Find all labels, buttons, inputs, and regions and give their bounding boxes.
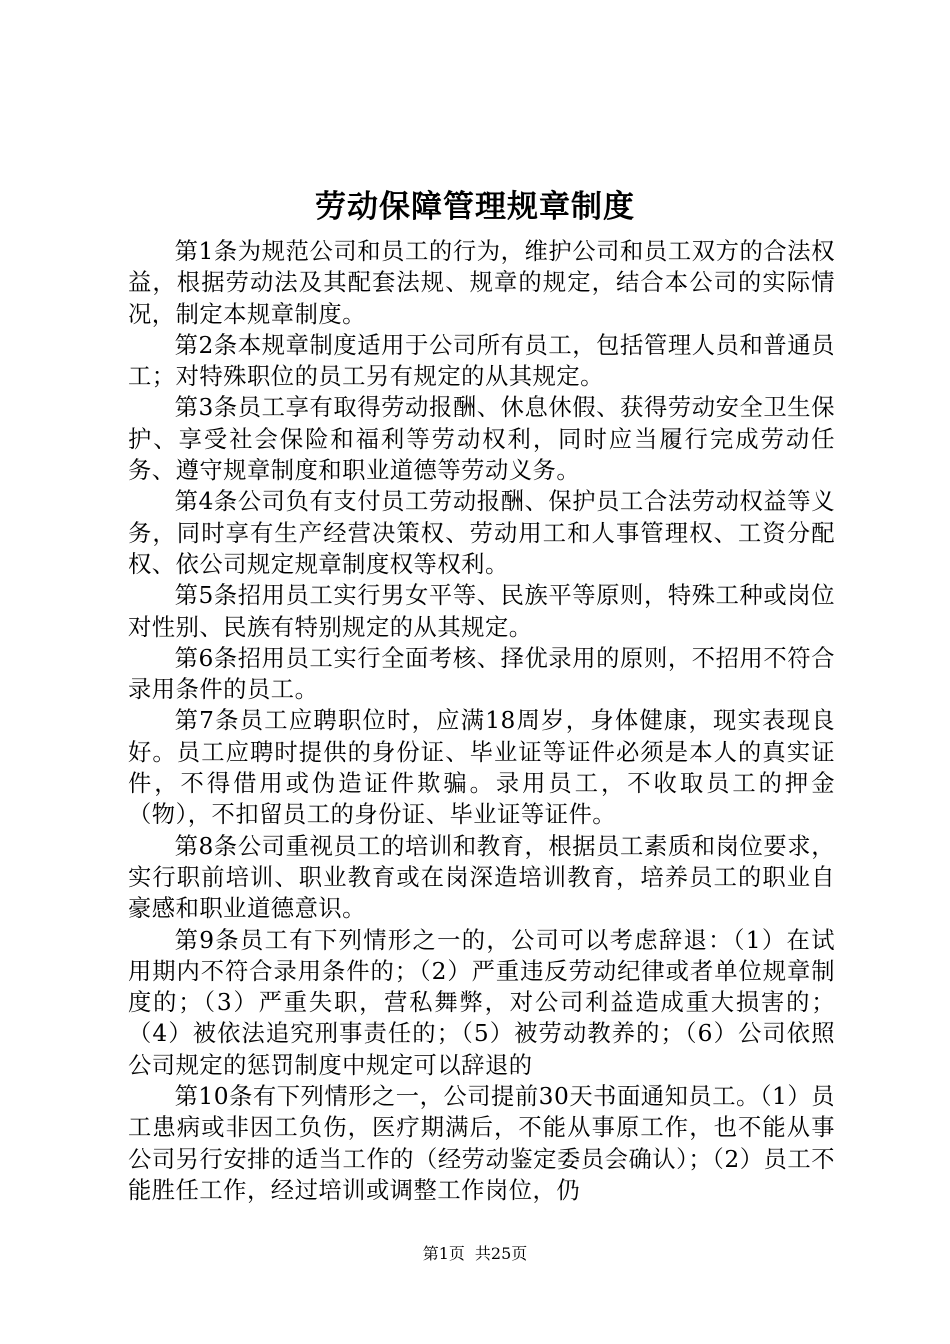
article-5-paragraph: 第5条招用员工实行男女平等、民族平等原则，特殊工种或岗位对性别、民族有特别规定的从其规定。 [128,582,835,641]
article-4-paragraph: 第4条公司负有支付员工劳动报酬、保护员工合法劳动权益等义务，同时享有生产经营决策权、劳动用工和人事管理权、工资分配权、依公司规定规章制度权等权利。 [128,488,835,578]
article-3-paragraph: 第3条员工享有取得劳动报酬、休息休假、获得劳动安全卫生保护、享受社会保险和福利等劳动权利，同时应当履行完成劳动任务、遵守规章制度和职业道德等劳动义务。 [128,394,835,485]
article-10-paragraph: 第10条有下列情形之一，公司提前30天书面通知员工。（1）员工患病或非因工负伤，医疗期满后，不能从事原工作，也不能从事公司另行安排的适当工作的（经劳动鉴定委员会确认）；（2）员工不能胜任工作，经过培训或调整工作岗位，仍 [128,1083,835,1204]
article-8-paragraph: 第8条公司重视员工的培训和教育，根据员工素质和岗位要求，实行职前培训、职业教育或在岗深造培训教育，培养员工的职业自豪感和职业道德意识。 [128,832,835,923]
article-2-paragraph: 第2条本规章制度适用于公司所有员工，包括管理人员和普通员工；对特殊职位的员工另有规定的从其规定。 [128,331,835,391]
document-body [128,236,835,1206]
article-6-paragraph: 第6条招用员工实行全面考核、择优录用的原则，不招用不符合录用条件的员工。 [128,644,835,704]
page-footer [0,1242,950,1266]
article-7-paragraph: 第7条员工应聘职位时，应满18周岁，身体健康，现实表现良好。员工应聘时提供的身份证、毕业证等证件必须是本人的真实证件，不得借用或伪造证件欺骗。录用员工，不收取员工的押金（物），不扣留员工的身份证、毕业证等证件。 [128,707,835,829]
document-title: 劳动保障管理规章制度 [315,189,635,225]
article-1-paragraph: 第1条为规范公司和员工的行为，维护公司和员工双方的合法权益，根据劳动法及其配套法规、规章的规定，结合本公司的实际情况，制定本规章制度。 [128,238,835,328]
article-9-paragraph: 第9条员工有下列情形之一的，公司可以考虑辞退：（1）在试用期内不符合录用条件的；（2）严重违反劳动纪律或者单位规章制度的；（3）严重失职，营私舞弊，对公司利益造成重大损害的；（4）被依法追究刑事责任的；（5）被劳动教养的；（6）公司依照公司规定的惩罚制度中规定可以辞退的 [128,926,835,1079]
page-total: 共25页 [474,1244,528,1263]
page-number: 第1页 [422,1244,465,1263]
